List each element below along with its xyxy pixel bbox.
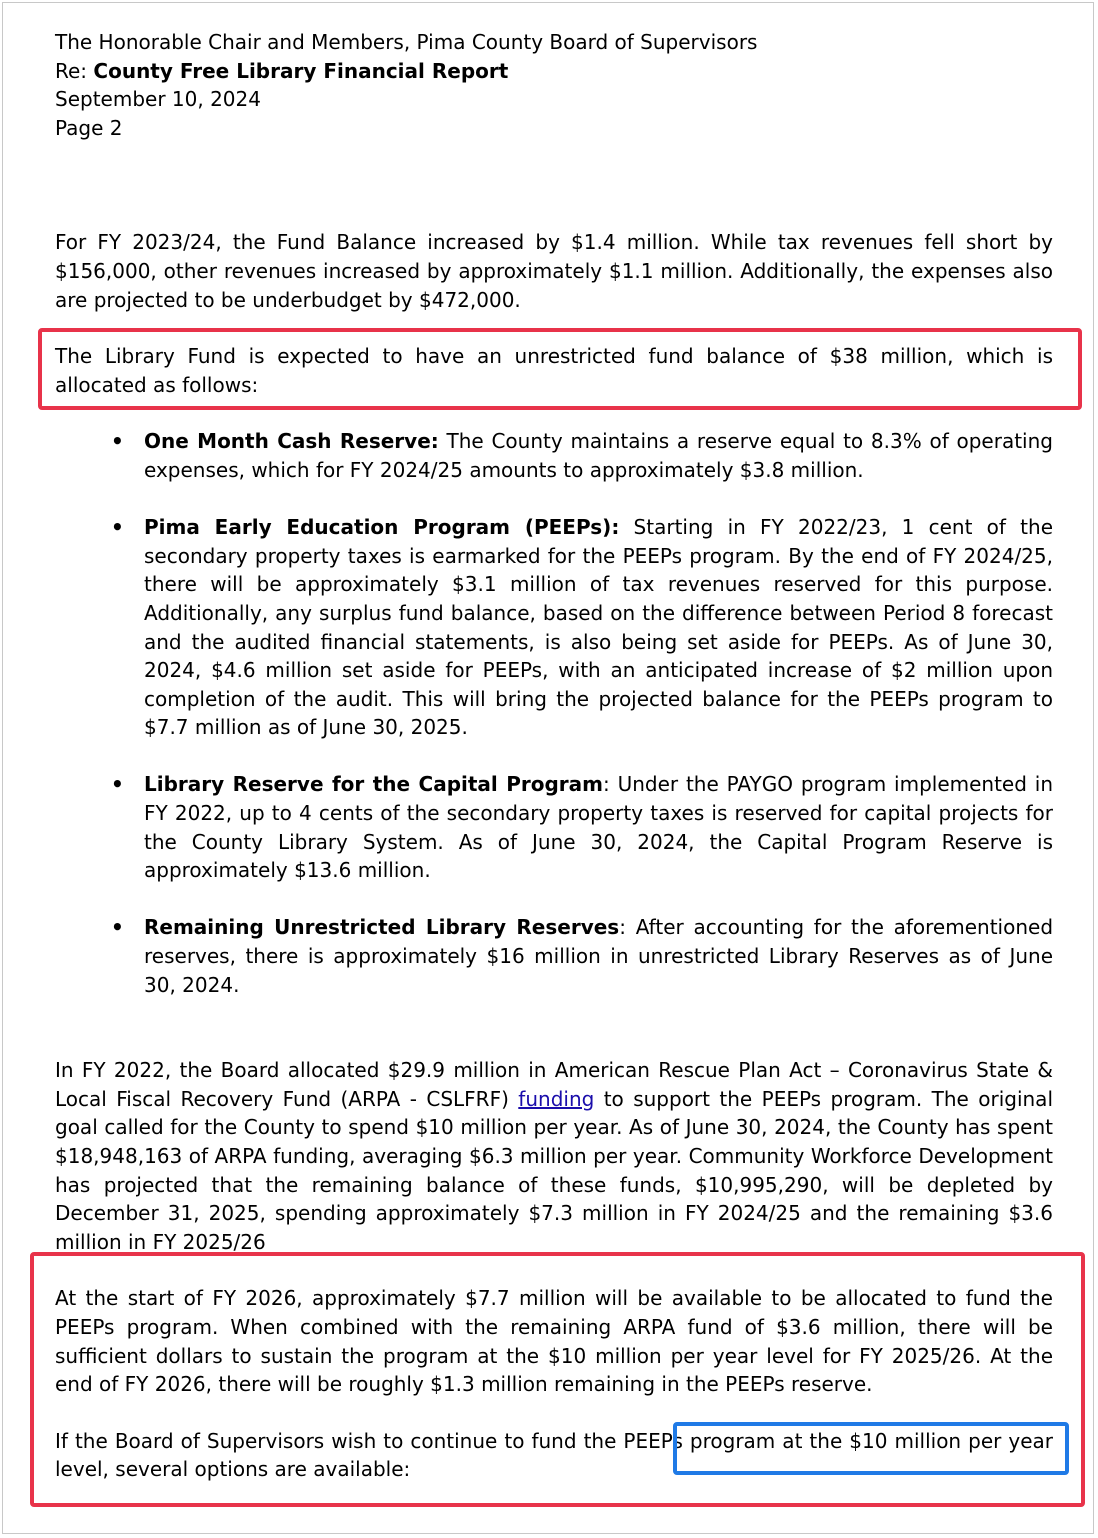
bullet-title: Remaining Unrestricted Library Reserves: [144, 915, 620, 940]
list-item: [55, 770, 1053, 884]
bullet-icon: •: [111, 915, 124, 940]
paragraph-arpa: [55, 1056, 1053, 1256]
document-body: [55, 28, 1053, 1484]
bullet-icon: •: [111, 429, 124, 454]
bullet-title: One Month Cash Reserve:: [144, 429, 439, 454]
letter-date: September 10, 2024: [55, 87, 261, 112]
bullet-text: : Under the PAYGO program implemented in FY 2022, up to 4 cents of the secondary property taxes is reserved for capital projects for the County Library System. As of June 30, 2024, the Capital Program Reserve is approximately $13.6 million.: [144, 772, 1053, 883]
bullet-title: Pima Early Education Program (PEEPs):: [144, 515, 620, 540]
bullet-icon: •: [111, 772, 124, 797]
paragraph-fund-balance: For FY 2023/24, the Fund Balance increased by $1.4 million. While tax revenues fell short by $156,000, other revenues increased by approximately $1.1 million. Additionally, the expenses also are projected to be underbudget by $472,000.: [55, 230, 1053, 312]
bullet-text: Starting in FY 2022/23, 1 cent of the secondary property taxes is earmarked for the PEEPs program. By the end of FY 2024/25, there will be approximately $3.1 million of tax revenues reserved for this purpose. Additionally, any surplus fund balance, based on the difference between Period 8 forecast and the audited financial statements, is also being set aside for PEEPs. As of June 30, 2024, $4.6 million set aside for PEEPs, with an anticipated increase of $2 million upon completion of the audit. This will bring the projected balance for the PEEPs program to $7.7 million as of June 30, 2025.: [144, 515, 1054, 740]
bullet-icon: •: [111, 515, 124, 540]
list-item: [55, 427, 1053, 484]
list-item: [55, 913, 1053, 999]
subject-title: County Free Library Financial Report: [93, 58, 509, 83]
letter-subject: [55, 57, 1053, 86]
bullet-title: Library Reserve for the Capital Program: [144, 772, 603, 797]
list-item: [55, 513, 1053, 742]
reserve-list: [55, 427, 1053, 999]
letter-addressee: The Honorable Chair and Members, Pima County Board of Supervisors: [55, 30, 758, 54]
paragraph-fy2026: At the start of FY 2026, approximately $7.7 million will be available to be allocated to fund the PEEPs program. When combined with the remaining ARPA fund of $3.6 million, there will be sufficient dollars to sustain the program at the $10 million per year level for FY 2025/26. At the end of FY 2026, there will be roughly $1.3 million remaining in the PEEPs reserve.: [55, 1286, 1053, 1397]
paragraph-library-fund: The Library Fund is expected to have an unrestricted fund balance of $38 million, which is allocated as follows:: [55, 344, 1053, 397]
funding-link[interactable]: funding: [518, 1086, 595, 1111]
bullet-text: : After accounting for the aforementioned reserves, there is approximately $16 million in unrestricted Library Reserves as of June 30, 2024.: [144, 915, 1054, 997]
page-number: Page 2: [55, 115, 123, 140]
subject-prefix: Re:: [55, 58, 94, 83]
arpa-text-end: to support the PEEPs program. The original goal called for the County to spend $10 million per year. As of June 30, 2024, the County has spent $18,948,163 of ARPA funding, averaging $6.3 million per year. Community Workforce Development has projected that the remaining balance of these funds, $10,995,290, will be depleted by December 31, 2025, spending approximately $7.3 million in FY 2024/25 and the remaining $3.6 million in FY 2025/26: [55, 1086, 1053, 1254]
bullet-text: The County maintains a reserve equal to 8.3% of operating expenses, which for FY 2024/25 amounts to approximately $3.8 million.: [144, 429, 1053, 482]
arpa-text-start: In FY 2022, the Board allocated $29.9 million in American Rescue Plan Act – Coronavirus State & Local Fiscal Recovery Fund (ARPA - CSLFRF): [55, 1058, 1053, 1111]
paragraph-options: If the Board of Supervisors wish to continue to fund the PEEPs program at the $10 million per year level, several options are available:: [55, 1428, 1053, 1482]
